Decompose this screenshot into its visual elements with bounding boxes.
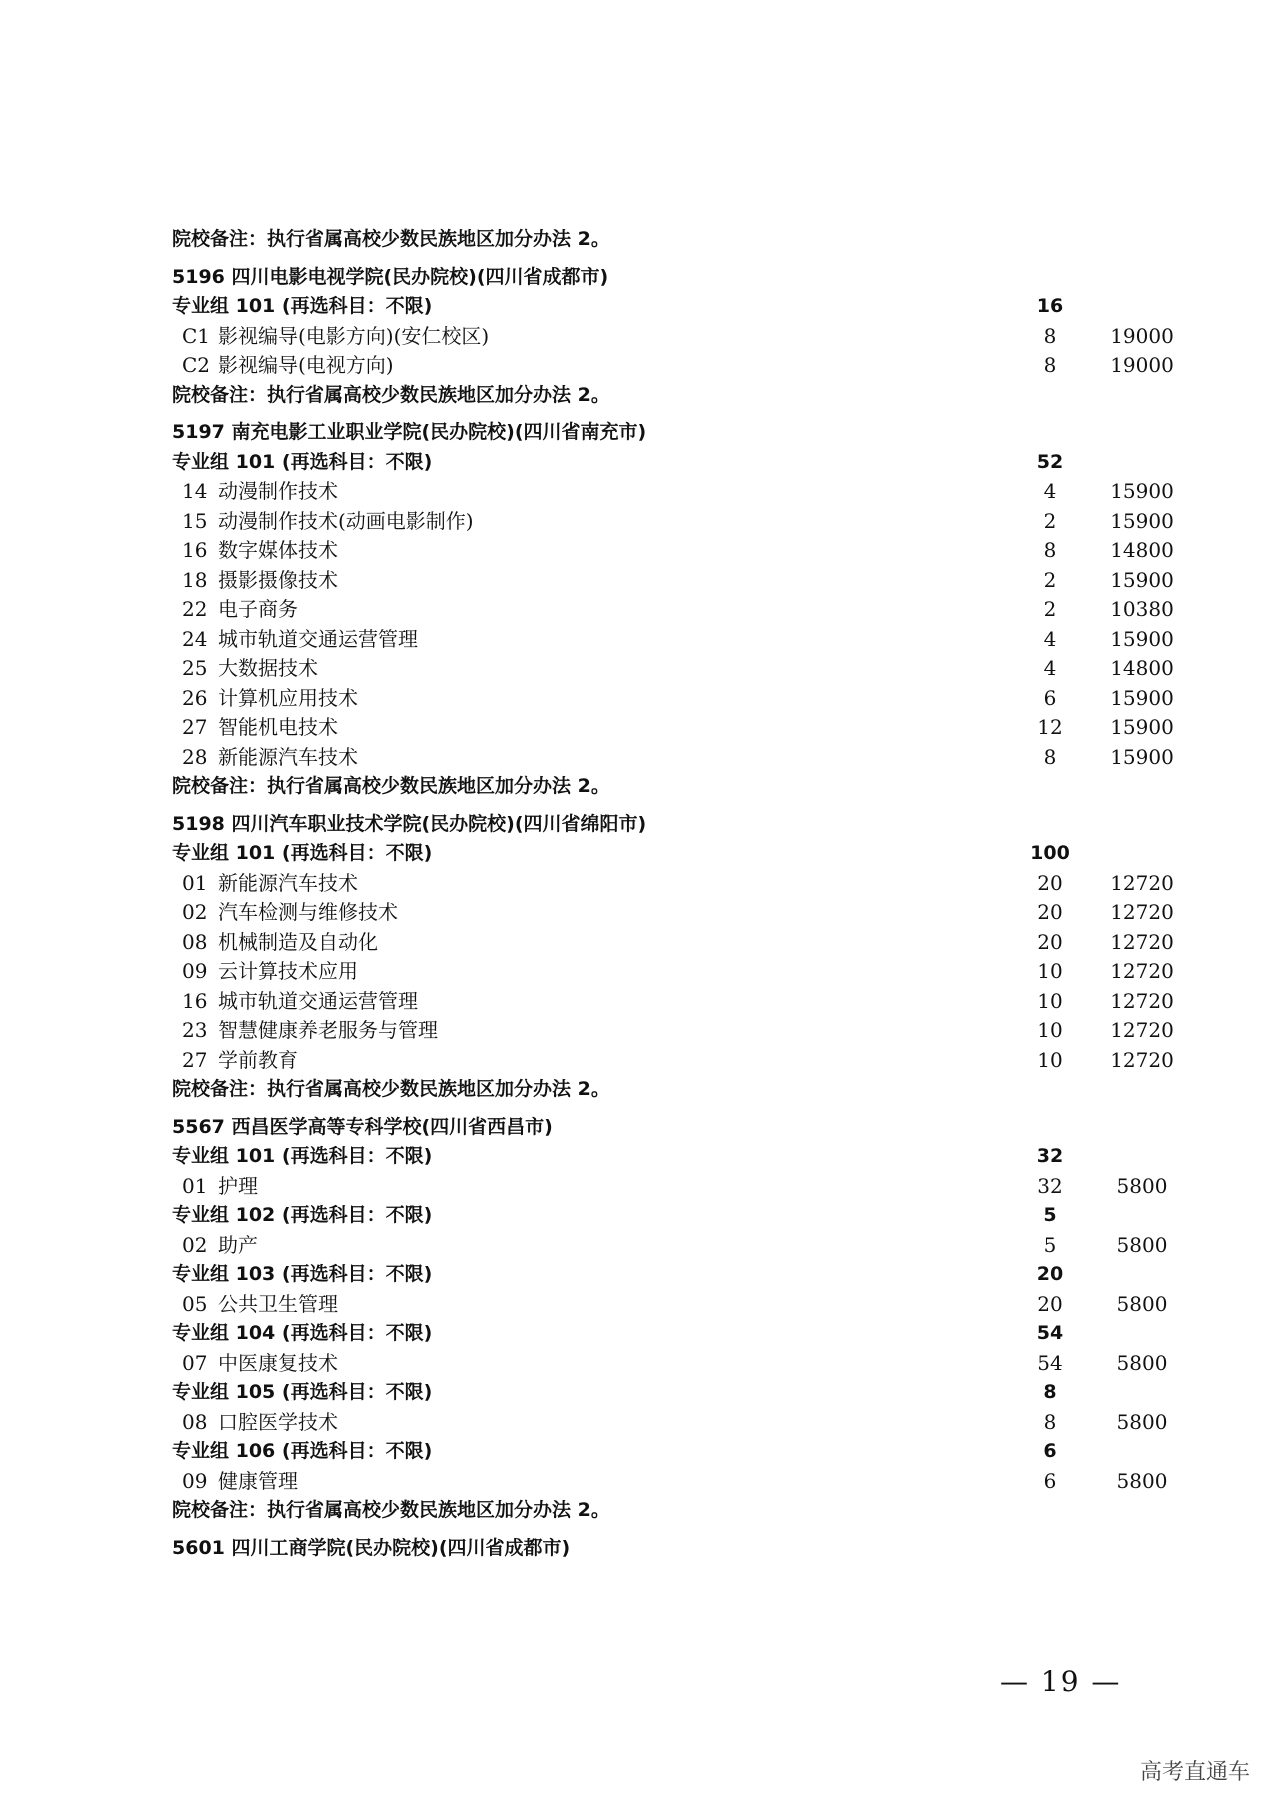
enrollment-count: 10 [1037, 988, 1063, 1013]
major-code: 16 [182, 988, 208, 1013]
major-code: 18 [182, 567, 208, 592]
major-row [172, 1016, 1174, 1046]
major-row [172, 654, 1174, 684]
school-remark: 院校备注：执行省属高校少数民族地区加分办法 2。 [172, 1499, 610, 1521]
major-row [172, 1408, 1168, 1438]
major-code: 24 [182, 626, 208, 651]
major-group-label: 专业组 102 (再选科目：不限) [172, 1204, 433, 1226]
major-code: 08 [182, 929, 208, 954]
tuition-fee: 10380 [1110, 597, 1174, 621]
major-name: 中医康复技术 [218, 1350, 338, 1375]
school-title: 5198 四川汽车职业技术学院(民办院校)(四川省绵阳市) [172, 812, 647, 835]
major-code: 01 [182, 870, 208, 895]
major-name: 城市轨道交通运营管理 [218, 626, 418, 651]
major-group-label: 专业组 104 (再选科目：不限) [172, 1322, 433, 1344]
tuition-fee: 15900 [1110, 567, 1174, 592]
major-name: 学前教育 [218, 1047, 298, 1072]
major-row [172, 322, 1174, 352]
school-remark: 院校备注：执行省属高校少数民族地区加分办法 2。 [172, 1078, 610, 1100]
school-remark: 院校备注：执行省属高校少数民族地区加分办法 2。 [172, 228, 610, 250]
tuition-fee: 5800 [1116, 1350, 1168, 1375]
tuition-fee: 15900 [1110, 685, 1174, 710]
major-group-row [172, 1319, 1162, 1349]
enrollment-count: 8 [1043, 538, 1057, 562]
major-code: 28 [182, 744, 208, 769]
major-row [172, 507, 1174, 537]
enrollment-count: 10 [1037, 1047, 1063, 1072]
tuition-fee: 12720 [1110, 959, 1174, 983]
major-row [172, 477, 1174, 507]
major-row [172, 928, 1174, 958]
major-code: 15 [182, 508, 208, 533]
major-name: 城市轨道交通运营管理 [218, 988, 418, 1013]
tuition-fee: 15900 [1110, 479, 1174, 503]
major-group-row [172, 1378, 1162, 1408]
major-group-label: 专业组 101 (再选科目：不限) [172, 450, 433, 473]
major-row [172, 1467, 1168, 1497]
school-title: 5601 四川工商学院(民办院校)(四川省成都市) [172, 1536, 571, 1559]
page-number: — 19 — [1000, 1665, 1122, 1698]
school-remark: 院校备注：执行省属高校少数民族地区加分办法 2。 [172, 383, 610, 406]
major-row [172, 595, 1174, 625]
school-title: 5197 南充电影工业职业学院(民办院校)(四川省南充市) [172, 421, 647, 443]
major-name: 智慧健康养老服务与管理 [218, 1018, 438, 1042]
major-group-total: 32 [1036, 1145, 1064, 1167]
major-group-label: 专业组 101 (再选科目：不限) [172, 1145, 433, 1167]
tuition-fee: 12720 [1110, 988, 1174, 1013]
tuition-fee: 5800 [1116, 1173, 1168, 1198]
enrollment-count: 4 [1043, 656, 1057, 680]
tuition-fee: 15900 [1110, 626, 1174, 651]
major-name: 影视编导(电视方向) [218, 353, 394, 377]
major-group-total: 54 [1036, 1322, 1064, 1344]
major-name: 电子商务 [218, 597, 298, 621]
major-code: C1 [182, 323, 211, 348]
major-group-total: 20 [1036, 1263, 1064, 1285]
major-name: 云计算技术应用 [218, 959, 358, 983]
major-name: 机械制造及自动化 [218, 929, 378, 954]
major-name: 动漫制作技术 [218, 479, 338, 503]
enrollment-count: 20 [1037, 929, 1063, 954]
major-group-row [172, 448, 1162, 478]
major-code: 27 [182, 715, 208, 739]
enrollment-count: 8 [1043, 744, 1057, 769]
major-code: 14 [182, 479, 208, 503]
major-code: 02 [182, 900, 208, 924]
major-group-total: 52 [1036, 450, 1064, 473]
major-code: 26 [182, 685, 208, 710]
major-row [172, 713, 1174, 743]
major-group-row [172, 1260, 1162, 1290]
major-name: 计算机应用技术 [218, 685, 358, 710]
enrollment-count: 4 [1043, 479, 1057, 503]
major-group-row [172, 1437, 1162, 1467]
major-name: 护理 [218, 1173, 258, 1198]
major-name: 影视编导(电影方向)(安仁校区) [218, 323, 490, 348]
major-row [172, 1172, 1168, 1202]
major-code: 02 [182, 1232, 208, 1257]
major-group-label: 专业组 101 (再选科目：不限) [172, 842, 433, 864]
major-name: 新能源汽车技术 [218, 870, 358, 895]
major-code: 08 [182, 1409, 208, 1434]
major-row [172, 536, 1174, 566]
major-row [172, 566, 1174, 596]
enrollment-count: 10 [1037, 1018, 1063, 1042]
tuition-fee: 15900 [1110, 744, 1174, 769]
major-code: 09 [182, 959, 208, 983]
major-row [172, 1231, 1168, 1261]
major-row [172, 1290, 1168, 1320]
watermark: 高考直通车 [1139, 1760, 1250, 1785]
major-group-label: 专业组 106 (再选科目：不限) [172, 1440, 433, 1462]
tuition-fee: 15900 [1110, 715, 1174, 739]
major-name: 汽车检测与维修技术 [218, 900, 398, 924]
major-row [172, 1046, 1174, 1076]
school-section [172, 810, 1174, 1105]
enrollment-count: 4 [1043, 626, 1057, 651]
tuition-fee: 5800 [1116, 1232, 1168, 1257]
major-code: 16 [182, 538, 208, 562]
enrollment-count: 20 [1037, 1291, 1063, 1316]
major-code: 07 [182, 1350, 208, 1375]
major-name: 动漫制作技术(动画电影制作) [218, 508, 474, 533]
school-section [172, 1534, 1162, 1564]
major-row [172, 869, 1174, 899]
major-group-row [172, 292, 1162, 322]
enrollment-count: 2 [1043, 508, 1057, 533]
major-row [172, 957, 1174, 987]
enrollment-count: 8 [1043, 323, 1057, 348]
enrollment-count: 2 [1043, 567, 1057, 592]
major-name: 助产 [218, 1232, 258, 1257]
major-row [172, 351, 1174, 381]
major-code: 27 [182, 1047, 208, 1072]
tuition-fee: 19000 [1110, 323, 1174, 348]
major-code: 05 [182, 1291, 208, 1316]
enrollment-count: 5 [1043, 1232, 1057, 1257]
tuition-fee: 5800 [1116, 1291, 1168, 1316]
enrollment-count: 10 [1037, 959, 1063, 983]
enrollment-count: 6 [1043, 1468, 1057, 1493]
major-code: 09 [182, 1468, 208, 1493]
enrollment-count: 12 [1037, 715, 1063, 739]
enrollment-count: 20 [1037, 870, 1063, 895]
enrollment-count: 54 [1037, 1350, 1063, 1375]
tuition-fee: 5800 [1116, 1409, 1168, 1434]
major-group-label: 专业组 103 (再选科目：不限) [172, 1263, 433, 1285]
school-section [172, 1113, 1168, 1526]
school-title: 5196 四川电影电视学院(民办院校)(四川省成都市) [172, 265, 609, 288]
major-group-total: 8 [1043, 1381, 1057, 1403]
major-code: C2 [182, 353, 211, 377]
major-row [172, 1349, 1168, 1379]
major-row [172, 987, 1174, 1017]
major-name: 智能机电技术 [218, 715, 338, 739]
major-name: 公共卫生管理 [218, 1291, 338, 1316]
major-group-total: 100 [1030, 842, 1070, 864]
document-body [172, 225, 1174, 1563]
school-section [172, 418, 1174, 802]
enrollment-count: 8 [1043, 353, 1057, 377]
major-name: 摄影摄像技术 [218, 567, 338, 592]
major-row [172, 684, 1174, 714]
tuition-fee: 14800 [1110, 538, 1174, 562]
major-name: 大数据技术 [218, 656, 318, 680]
tuition-fee: 12720 [1110, 1018, 1174, 1042]
major-row [172, 625, 1174, 655]
major-group-label: 专业组 105 (再选科目：不限) [172, 1381, 433, 1403]
school-title: 5567 西昌医学高等专科学校(四川省西昌市) [172, 1115, 553, 1138]
major-group-row [172, 839, 1162, 869]
school-list [172, 263, 1174, 1564]
tuition-fee: 12720 [1110, 929, 1174, 954]
tuition-fee: 12720 [1110, 1047, 1174, 1072]
enrollment-count: 8 [1043, 1409, 1057, 1434]
major-group-total: 6 [1043, 1440, 1057, 1462]
enrollment-count: 6 [1043, 685, 1057, 710]
major-row [172, 898, 1174, 928]
tuition-fee: 5800 [1116, 1468, 1168, 1493]
tuition-fee: 15900 [1110, 508, 1174, 533]
enrollment-count: 20 [1037, 900, 1063, 924]
major-name: 新能源汽车技术 [218, 744, 358, 769]
major-group-total: 5 [1043, 1204, 1057, 1226]
enrollment-count: 2 [1043, 597, 1057, 621]
major-group-total: 16 [1036, 295, 1064, 317]
major-row [172, 743, 1174, 773]
tuition-fee: 19000 [1110, 353, 1174, 377]
school-section [172, 263, 1174, 411]
major-group-label: 专业组 101 (再选科目：不限) [172, 295, 433, 317]
tuition-fee: 12720 [1110, 900, 1174, 924]
major-name: 健康管理 [218, 1468, 298, 1493]
enrollment-count: 32 [1037, 1173, 1063, 1198]
major-group-row [172, 1142, 1162, 1172]
major-name: 口腔医学技术 [218, 1409, 338, 1434]
major-code: 22 [182, 597, 208, 621]
major-group-row [172, 1201, 1162, 1231]
major-code: 01 [182, 1173, 208, 1198]
tuition-fee: 14800 [1110, 656, 1174, 680]
tuition-fee: 12720 [1110, 870, 1174, 895]
school-remark: 院校备注：执行省属高校少数民族地区加分办法 2。 [172, 775, 610, 797]
major-name: 数字媒体技术 [218, 538, 338, 562]
major-code: 25 [182, 656, 208, 680]
major-code: 23 [182, 1018, 208, 1042]
